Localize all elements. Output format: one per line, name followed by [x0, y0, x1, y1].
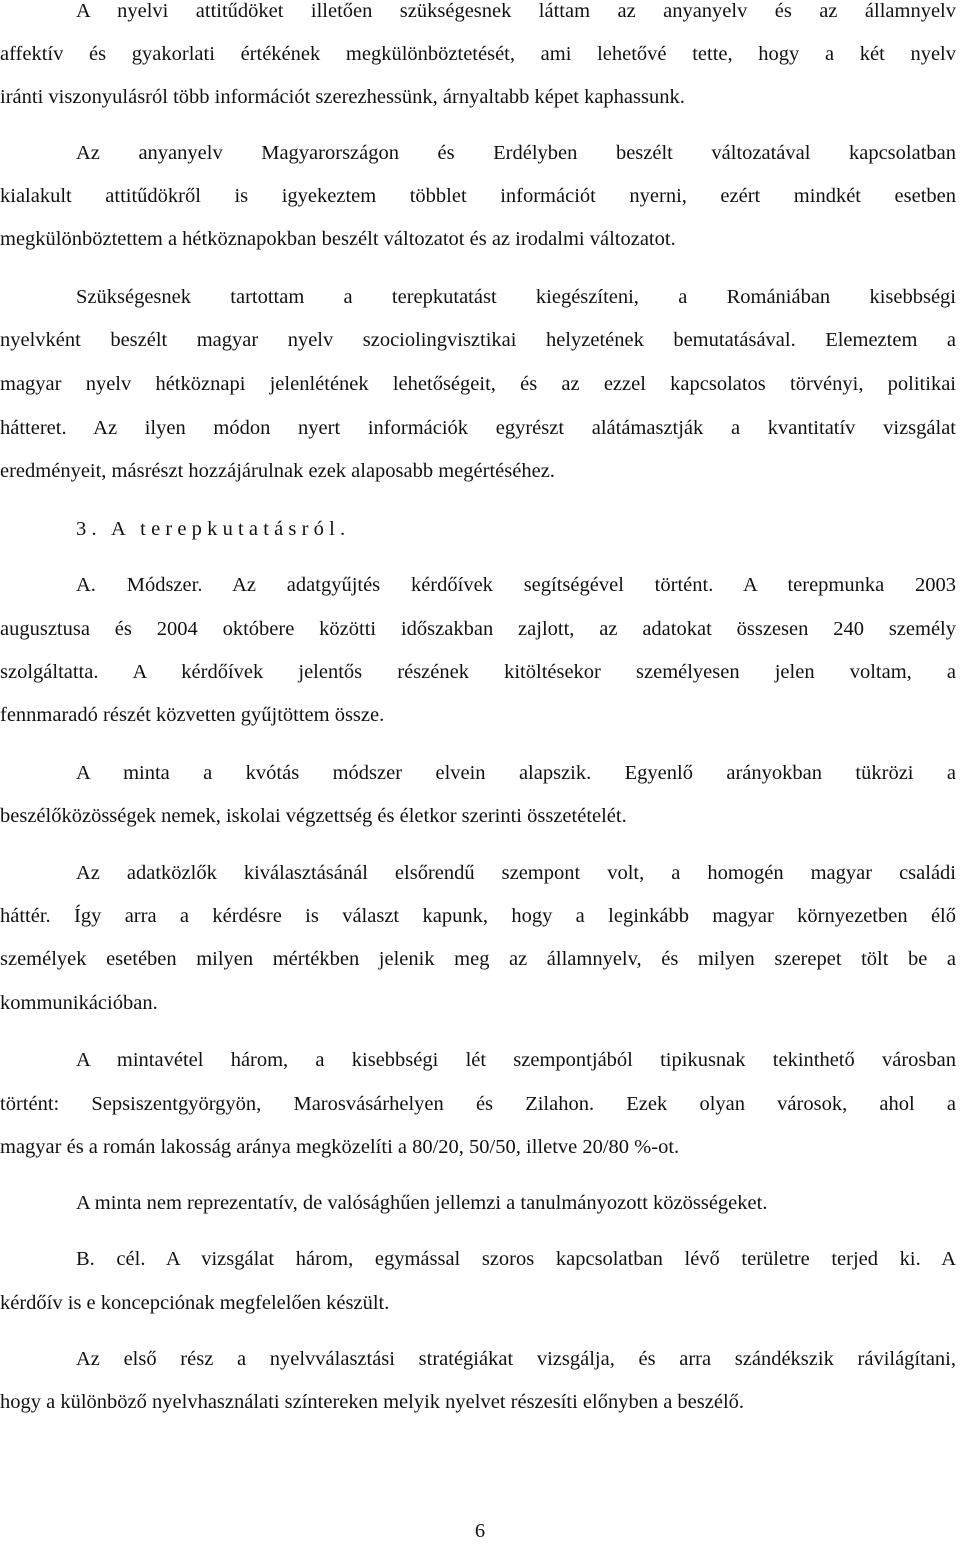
text-line: magyar és a román lakosság aránya megközelíti a 80/20, 50/50, illetve 20/80 %-ot.	[0, 1136, 680, 1158]
text-line: hátteret. Az ilyen módon nyert információk egyrészt alátámasztják a kvantitatív vizsgálat	[0, 417, 956, 439]
text-line: fennmaradó részét közvetten gyűjtöttem össze.	[0, 704, 385, 726]
text-line: Az első rész a nyelvválasztási stratégiákat vizsgálja, és arra szándékszik rávilágítani,	[76, 1348, 956, 1370]
text-line: történt: Sepsiszentgyörgyön, Marosvásárhelyen és Zilahon. Ezek olyan városok, ahol a	[0, 1093, 956, 1115]
text-line: B. cél. A vizsgálat három, egymással szoros kapcsolatban lévő területre terjed ki. A	[76, 1248, 956, 1270]
text-line: A minta a kvótás módszer elvein alapszik. Egyenlő arányokban tükrözi a	[76, 762, 956, 784]
text-line: magyar nyelv hétköznapi jelenlétének lehetőségeit, és az ezzel kapcsolatos törvényi, politikai	[0, 373, 956, 395]
text-line: személyek esetében milyen mértékben jelenik meg az államnyelv, és milyen szerepet tölt be a	[0, 948, 956, 970]
page-number: 6	[474, 1520, 486, 1542]
section-heading: 3. A terepkutatásról.	[76, 518, 351, 540]
text-line: A. Módszer. Az adatgyűjtés kérdőívek segítségével történt. A terepmunka 2003	[76, 574, 956, 596]
text-line: Szükségesnek tartottam a terepkutatást kiegészíteni, a Romániában kisebbségi	[76, 286, 956, 308]
text-line: megkülönböztettem a hétköznapokban beszélt változatot és az irodalmi változatot.	[0, 228, 676, 250]
text-line: A mintavétel három, a kisebbségi lét szempontjából tipikusnak tekinthető városban	[76, 1049, 956, 1071]
text-line: Az adatközlők kiválasztásánál elsőrendű szempont volt, a homogén magyar családi	[76, 862, 956, 884]
text-line: A nyelvi attitűdöket illetően szükségesnek láttam az anyanyelv és az államnyelv	[76, 0, 956, 22]
text-line: nyelvként beszélt magyar nyelv szociolingvisztikai helyzetének bemutatásával. Elemeztem a	[0, 329, 956, 351]
text-line: iránti viszonyulásról több információt szerezhessünk, árnyaltabb képet kaphassunk.	[0, 86, 685, 108]
text-line: affektív és gyakorlati értékének megkülönböztetését, ami lehetővé tette, hogy a két nyelv	[0, 43, 956, 65]
text-line: kialakult attitűdökről is igyekeztem többlet információt nyerni, ezért mindkét esetben	[0, 185, 956, 207]
text-line: beszélőközösségek nemek, iskolai végzettség és életkor szerinti összetételét.	[0, 805, 627, 827]
text-line: Az anyanyelv Magyarországon és Erdélyben beszélt változatával kapcsolatban	[76, 142, 956, 164]
text-line: eredményeit, másrészt hozzájárulnak ezek alaposabb megértéséhez.	[0, 460, 555, 482]
text-line: augusztusa és 2004 októbere közötti időszakban zajlott, az adatokat összesen 240 személy	[0, 618, 956, 640]
text-line: kérdőív is e koncepciónak megfelelően készült.	[0, 1292, 390, 1314]
text-line: hogy a különböző nyelvhasználati színtereken melyik nyelvet részesíti előnyben a beszélő.	[0, 1391, 745, 1413]
text-line: A minta nem reprezentatív, de valósághűen jellemzi a tanulmányozott közösségeket.	[76, 1192, 768, 1214]
text-line: szolgáltatta. A kérdőívek jelentős részének kitöltésekor személyesen jelen voltam, a	[0, 661, 956, 683]
text-line: kommunikációban.	[0, 992, 158, 1014]
text-line: háttér. Így arra a kérdésre is választ kapunk, hogy a leginkább magyar környezetben élő	[0, 905, 956, 927]
